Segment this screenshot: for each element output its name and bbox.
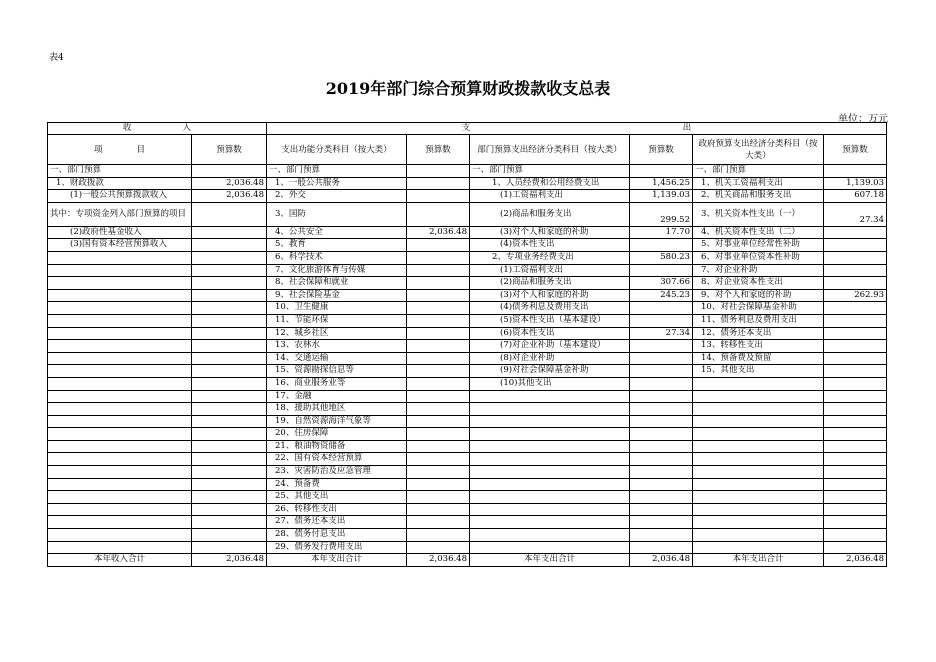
gov-budget-cell [824,478,887,491]
dept-budget-cell [630,529,693,542]
table-row [48,352,887,365]
income-item-cell [48,503,192,516]
gov-budget-cell [824,453,887,466]
func-item-cell: 25、其他支出 [267,491,407,504]
gov-total-label: 本年支出合计 [693,554,824,567]
func-item-cell: 9、社会保险基金 [267,289,407,302]
income-item-cell: (2)政府性基金收入 [48,226,192,239]
dept-item-cell: (3)对个人和家庭的补助 [470,226,630,239]
gov-item-cell: 15、其他支出 [693,365,824,378]
income-budget-cell [192,491,267,504]
dept-econ-column-header: 部门预算支出经济分类科目（按大类） [470,135,630,165]
gov-item-cell [693,440,824,453]
income-item-cell [48,516,192,529]
income-item-cell [48,327,192,340]
func-budget-cell [407,264,470,277]
gov-item-cell [693,415,824,428]
dept-item-cell [470,415,630,428]
dept-budget-cell: 1,139.03 [630,190,693,203]
gov-item-cell [693,453,824,466]
dept-budget-cell [630,264,693,277]
func-item-cell: 12、城乡社区 [267,327,407,340]
func-item-cell: 10、卫生健康 [267,302,407,315]
func-item-cell: 一、部门预算 [267,165,407,178]
dept-total-value: 2,036.48 [630,554,693,567]
func-budget-cell [407,541,470,554]
dept-budget-cell: 27.34 [630,327,693,340]
table-row [48,529,887,542]
dept-budget-cell [630,403,693,416]
income-item-cell [48,314,192,327]
func-budget-cell [407,428,470,441]
dept-budget-cell: 307.66 [630,277,693,290]
income-budget-cell [192,529,267,542]
table-row [48,415,887,428]
income-item-cell [48,415,192,428]
income-item-cell: 1、财政拨款 [48,177,192,190]
gov-item-cell [693,478,824,491]
func-budget-cell [407,478,470,491]
income-budget-cell [192,251,267,264]
func-budget-cell [407,377,470,390]
dept-item-cell: (9)对社会保障基金补助 [470,365,630,378]
dept-budget-cell [630,314,693,327]
income-budget-cell [192,202,267,226]
dept-budget-cell [630,302,693,315]
table-row [48,165,887,178]
dept-total-label: 本年支出合计 [470,554,630,567]
income-item-cell [48,466,192,479]
gov-budget-cell [824,340,887,353]
dept-budget-cell [630,440,693,453]
table-row [48,516,887,529]
income-budget-cell [192,466,267,479]
func-item-cell: 14、交通运输 [267,352,407,365]
func-budget-cell [407,239,470,252]
func-budget-cell [407,390,470,403]
income-item-cell [48,365,192,378]
income-budget-cell [192,165,267,178]
income-budget-cell [192,264,267,277]
dept-item-cell: 一、部门预算 [470,165,630,178]
func-item-cell: 28、债务付息支出 [267,529,407,542]
income-item-cell: (1)一般公共预算拨款收入 [48,190,192,203]
income-budget-cell [192,503,267,516]
income-item-cell [48,390,192,403]
income-budget-cell [192,277,267,290]
income-item-cell: 一、部门预算 [48,165,192,178]
func-budget-cell [407,314,470,327]
gov-item-cell: 12、债务还本支出 [693,327,824,340]
gov-budget-cell [824,377,887,390]
income-budget-cell [192,352,267,365]
func-item-cell: 2、外交 [267,190,407,203]
func-item-cell: 23、灾害防治及应急管理 [267,466,407,479]
func-item-cell: 29、债务发行费用支出 [267,541,407,554]
func-item-cell: 15、资源勘探信息等 [267,365,407,378]
dept-budget-cell [630,466,693,479]
income-budget-cell [192,340,267,353]
func-budget-cell [407,403,470,416]
gov-item-cell: 一、部门预算 [693,165,824,178]
gov-item-cell [693,541,824,554]
gov-budget-cell [824,541,887,554]
income-budget-cell [192,440,267,453]
dept-item-cell [470,428,630,441]
gov-item-cell [693,428,824,441]
income-item-cell [48,277,192,290]
dept-item-cell [470,403,630,416]
income-budget-cell [192,302,267,315]
gov-item-cell [693,516,824,529]
dept-budget-cell [630,453,693,466]
dept-item-cell [470,466,630,479]
func-item-cell: 18、援助其他地区 [267,403,407,416]
gov-item-cell [693,491,824,504]
table-row [48,428,887,441]
func-budget-cell [407,302,470,315]
dept-budget-cell [630,478,693,491]
gov-item-cell: 3、机关资本性支出（一） [693,202,824,226]
gov-budget-cell [824,440,887,453]
gov-budget-cell: 27.34 [824,202,887,226]
gov-budget-cell [824,226,887,239]
func-budget-cell [407,415,470,428]
func-item-cell: 20、住房保障 [267,428,407,441]
func-budget-cell [407,251,470,264]
gov-item-cell: 2、机关商品和服务支出 [693,190,824,203]
dept-item-cell: (2)商品和服务支出 [470,277,630,290]
func-budget-cell [407,340,470,353]
dept-budget-cell [630,503,693,516]
dept-item-cell: (5)资本性支出（基本建设） [470,314,630,327]
dept-budget-cell [630,491,693,504]
func-budget-cell [407,453,470,466]
gov-budget-cell [824,165,887,178]
dept-budget-cell [630,428,693,441]
income-budget-cell [192,478,267,491]
func-budget-cell [407,289,470,302]
dept-item-cell [470,503,630,516]
header-row-columns [48,135,887,165]
table-row [48,302,887,315]
income-budget-cell [192,428,267,441]
dept-item-cell: (1)工资福利支出 [470,264,630,277]
gov-item-cell: 13、转移性支出 [693,340,824,353]
dept-budget-column-header: 预算数 [630,135,693,165]
totals-row [48,554,887,567]
dept-budget-cell [630,415,693,428]
table-row [48,466,887,479]
gov-item-cell: 10、对社会保障基金补助 [693,302,824,315]
dept-budget-cell: 245.23 [630,289,693,302]
func-budget-cell [407,177,470,190]
table-row [48,327,887,340]
gov-budget-cell [824,239,887,252]
income-item-cell [48,302,192,315]
table-number: 表4 [49,53,64,63]
dept-item-cell [470,390,630,403]
gov-budget-cell [824,327,887,340]
dept-item-cell [470,529,630,542]
gov-item-cell [693,529,824,542]
func-item-cell: 11、节能环保 [267,314,407,327]
gov-item-cell [693,390,824,403]
gov-item-cell [693,403,824,416]
table-row [48,503,887,516]
gov-budget-cell [824,529,887,542]
table-row [48,289,887,302]
budget-summary-table [47,122,887,567]
table-row [48,226,887,239]
income-item-cell [48,491,192,504]
gov-budget-cell [824,466,887,479]
gov-budget-cell [824,277,887,290]
income-total-label: 本年收入合计 [48,554,192,567]
gov-budget-cell [824,302,887,315]
gov-item-cell: 11、债务利息及费用支出 [693,314,824,327]
unit-label: 单位：万元 [838,114,888,125]
table-row [48,390,887,403]
dept-item-cell [470,453,630,466]
dept-item-cell: (3)对个人和家庭的补助 [470,289,630,302]
table-row [48,314,887,327]
gov-total-value: 2,036.48 [824,554,887,567]
func-item-cell: 16、商业服务业等 [267,377,407,390]
table-row [48,491,887,504]
income-item-cell [48,440,192,453]
dept-budget-cell [630,390,693,403]
income-budget-cell [192,415,267,428]
dept-budget-cell [630,340,693,353]
gov-item-cell: 5、对事业单位经常性补助 [693,239,824,252]
func-item-cell: 5、教育 [267,239,407,252]
dept-item-cell [470,440,630,453]
income-item-cell: 其中：专项资金列入部门预算的项目 [48,202,192,226]
func-budget-cell [407,503,470,516]
gov-item-cell [693,503,824,516]
gov-budget-cell: 1,139.03 [824,177,887,190]
income-item-cell [48,541,192,554]
dept-item-cell: (7)对企业补助（基本建设） [470,340,630,353]
income-total-value: 2,036.48 [192,554,267,567]
dept-item-cell: (10)其他支出 [470,377,630,390]
dept-item-cell: (6)资本性支出 [470,327,630,340]
income-budget-cell [192,327,267,340]
gov-budget-cell [824,352,887,365]
func-budget-cell [407,466,470,479]
gov-item-cell: 14、预备费及预留 [693,352,824,365]
dept-item-cell: (2)商品和服务支出 [470,202,630,226]
income-item-cell [48,289,192,302]
dept-budget-cell [630,365,693,378]
income-item-cell: (3)国有资本经营预算收入 [48,239,192,252]
income-budget-cell [192,516,267,529]
income-item-cell [48,377,192,390]
func-budget-column-header: 预算数 [407,135,470,165]
gov-item-cell: 1、机关工资福利支出 [693,177,824,190]
dept-budget-cell: 580.23 [630,251,693,264]
gov-budget-cell: 607.18 [824,190,887,203]
func-item-cell: 3、国防 [267,202,407,226]
income-budget-cell [192,226,267,239]
header-row-sections [48,123,887,135]
func-budget-cell [407,202,470,226]
income-budget-column-header: 预算数 [192,135,267,165]
gov-econ-column-header: 政府预算支出经济分类科目（按大类） [693,135,824,165]
gov-budget-cell [824,415,887,428]
func-budget-cell [407,491,470,504]
income-item-cell [48,478,192,491]
table-row [48,403,887,416]
gov-budget-column-header: 预算数 [824,135,887,165]
func-budget-cell [407,190,470,203]
income-budget-cell [192,453,267,466]
table-row [48,251,887,264]
table-row [48,177,887,190]
func-item-cell: 21、粮油物资储备 [267,440,407,453]
income-item-cell [48,264,192,277]
func-total-value: 2,036.48 [407,554,470,567]
income-section-header: 收 入 [48,123,267,135]
gov-budget-cell [824,516,887,529]
func-budget-cell [407,277,470,290]
income-item-cell [48,352,192,365]
table-row [48,202,887,226]
income-item-cell [48,403,192,416]
func-item-cell: 6、科学技术 [267,251,407,264]
income-budget-cell [192,289,267,302]
dept-item-cell [470,516,630,529]
func-budget-cell [407,165,470,178]
gov-budget-cell [824,251,887,264]
func-budget-cell [407,365,470,378]
dept-item-cell [470,491,630,504]
dept-budget-cell: 1,456.25 [630,177,693,190]
func-budget-cell [407,440,470,453]
dept-item-cell: (4)资本性支出 [470,239,630,252]
income-item-cell [48,340,192,353]
gov-item-cell [693,377,824,390]
income-item-cell [48,251,192,264]
func-budget-cell [407,516,470,529]
func-budget-cell [407,529,470,542]
table-row [48,365,887,378]
gov-budget-cell: 262.93 [824,289,887,302]
income-budget-cell [192,239,267,252]
func-item-cell: 22、国有资本经营预算 [267,453,407,466]
gov-budget-cell [824,365,887,378]
gov-budget-cell [824,264,887,277]
dept-item-cell: (1)工资福利支出 [470,190,630,203]
func-budget-cell [407,327,470,340]
income-budget-cell [192,314,267,327]
income-item-cell [48,529,192,542]
table-row [48,340,887,353]
dept-budget-cell: 299.52 [630,202,693,226]
table-row [48,453,887,466]
func-item-cell: 27、债务还本支出 [267,516,407,529]
income-budget-cell [192,377,267,390]
dept-budget-cell [630,239,693,252]
func-item-cell: 17、金融 [267,390,407,403]
page-title: 2019年部门综合预算财政拨款收支总表 [325,79,611,98]
dept-budget-cell [630,377,693,390]
table-row [48,541,887,554]
func-budget-cell [407,352,470,365]
gov-budget-cell [824,503,887,516]
income-budget-cell [192,365,267,378]
income-budget-cell [192,403,267,416]
func-budget-cell: 2,036.48 [407,226,470,239]
income-budget-cell [192,541,267,554]
dept-item-cell [470,478,630,491]
table-row [48,277,887,290]
table-row [48,440,887,453]
income-item-cell [48,428,192,441]
func-total-label: 本年支出合计 [267,554,407,567]
item-column-header: 项 目 [48,135,192,165]
func-item-cell: 1、一般公共服务 [267,177,407,190]
gov-item-cell: 4、机关资本性支出（二） [693,226,824,239]
gov-item-cell: 8、对企业资本性支出 [693,277,824,290]
func-item-cell: 26、转移性支出 [267,503,407,516]
func-item-cell: 8、社会保障和就业 [267,277,407,290]
dept-budget-cell [630,165,693,178]
gov-budget-cell [824,403,887,416]
dept-item-cell: 1、人员经费和公用经费支出 [470,177,630,190]
table-row [48,264,887,277]
dept-item-cell: (4)债务利息及费用支出 [470,302,630,315]
dept-budget-cell: 17.70 [630,226,693,239]
table-row [48,377,887,390]
func-item-cell: 19、自然资源海洋气象等 [267,415,407,428]
gov-item-cell: 6、对事业单位资本性补助 [693,251,824,264]
dept-budget-cell [630,352,693,365]
gov-budget-cell [824,428,887,441]
dept-budget-cell [630,516,693,529]
gov-item-cell [693,466,824,479]
func-item-cell: 4、公共安全 [267,226,407,239]
func-item-cell: 13、农林水 [267,340,407,353]
func-column-header: 支出功能分类科目（按大类） [267,135,407,165]
dept-item-cell: 2、专项业务经费支出 [470,251,630,264]
expense-section-header: 支 出 [267,123,887,135]
gov-budget-cell [824,314,887,327]
gov-item-cell: 9、对个人和家庭的补助 [693,289,824,302]
func-item-cell: 7、文化旅游体育与传媒 [267,264,407,277]
table-row [48,478,887,491]
dept-budget-cell [630,541,693,554]
dept-item-cell [470,541,630,554]
table-row [48,239,887,252]
income-budget-cell: 2,036.48 [192,177,267,190]
income-item-cell [48,453,192,466]
table-row [48,190,887,203]
gov-budget-cell [824,491,887,504]
dept-item-cell: (8)对企业补助 [470,352,630,365]
func-item-cell: 24、预备费 [267,478,407,491]
gov-item-cell: 7、对企业补助 [693,264,824,277]
income-budget-cell [192,390,267,403]
income-budget-cell: 2,036.48 [192,190,267,203]
gov-budget-cell [824,390,887,403]
